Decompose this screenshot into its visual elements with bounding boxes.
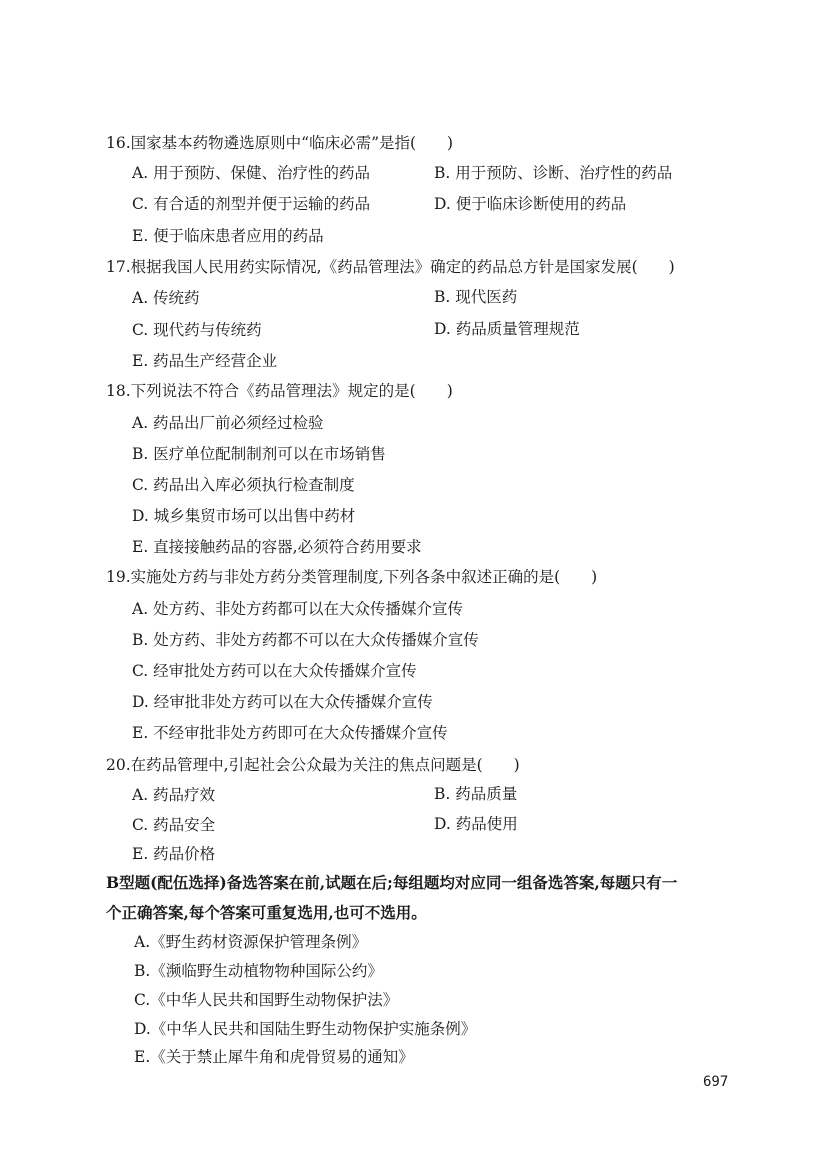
question-18-option-c: C. 药品出入库必须执行检查制度 <box>132 476 355 494</box>
question-16-option-c: C. 有合适的剂型并便于运输的药品 <box>132 195 371 213</box>
question-20-option-d: D. 药品使用 <box>434 815 518 833</box>
question-18-option-e: E. 直接接触药品的容器,必须符合药用要求 <box>132 538 422 556</box>
question-18-option-b: B. 医疗单位配制制剂可以在市场销售 <box>132 445 386 463</box>
question-16-option-b: B. 用于预防、诊断、治疗性的药品 <box>434 164 673 182</box>
section-b-answer-d: D.《中华人民共和国陆生野生动物保护实施条例》 <box>134 1020 477 1038</box>
section-b-answer-b: B.《濒临野生动植物物种国际公约》 <box>134 962 383 980</box>
question-16-option-e: E. 便于临床患者应用的药品 <box>132 227 324 245</box>
question-20-option-e: E. 药品价格 <box>132 845 216 863</box>
section-b-answer-a: A.《野生药材资源保护管理条例》 <box>134 933 368 951</box>
question-16-option-a: A. 用于预防、保健、治疗性的药品 <box>132 164 371 182</box>
question-19-option-e: E. 不经审批非处方药即可在大众传播媒介宣传 <box>132 724 448 742</box>
question-19-option-d: D. 经审批非处方药可以在大众传播媒介宣传 <box>132 693 433 711</box>
question-18-option-a: A. 药品出厂前必须经过检验 <box>132 414 324 432</box>
question-17-option-c: C. 现代药与传统药 <box>132 321 262 339</box>
question-17-option-e: E. 药品生产经营企业 <box>132 352 278 370</box>
question-17-option-a: A. 传统药 <box>132 289 200 307</box>
section-b-answer-c: C.《中华人民共和国野生动物保护法》 <box>134 991 399 1009</box>
section-b-heading-line1: B型题(配伍选择)备选答案在前,试题在后;每组题均对应同一组备选答案,每题只有一 <box>106 873 678 892</box>
question-20-option-b: B. 药品质量 <box>434 785 518 803</box>
page-number: 697 <box>703 1074 729 1090</box>
question-17-option-b: B. 现代医药 <box>434 288 518 306</box>
section-b-answer-e: E.《关于禁止犀牛角和虎骨贸易的通知》 <box>134 1048 414 1066</box>
question-19-option-b: B. 处方药、非处方药都不可以在大众传播媒介宣传 <box>132 631 479 649</box>
question-20-stem: 20.在药品管理中,引起社会公众最为关注的焦点问题是( ) <box>106 756 520 774</box>
question-20-option-c: C. 药品安全 <box>132 816 216 834</box>
question-19-stem: 19.实施处方药与非处方药分类管理制度,下列各条中叙述正确的是( ) <box>106 568 598 586</box>
question-18-option-d: D. 城乡集贸市场可以出售中药材 <box>132 507 356 525</box>
question-16-option-d: D. 便于临床诊断使用的药品 <box>434 195 627 213</box>
question-17-option-d: D. 药品质量管理规范 <box>434 320 580 338</box>
question-16-stem: 16.国家基本药物遴选原则中“临床必需”是指( ) <box>106 134 454 152</box>
question-19-option-a: A. 处方药、非处方药都可以在大众传播媒介宣传 <box>132 600 464 618</box>
question-19-option-c: C. 经审批处方药可以在大众传播媒介宣传 <box>132 662 417 680</box>
section-b-heading-line2: 个正确答案,每个答案可重复选用,也可不选用。 <box>106 903 427 922</box>
question-18-stem: 18.下列说法不符合《药品管理法》规定的是( ) <box>106 382 453 400</box>
question-17-stem: 17.根据我国人民用药实际情况,《药品管理法》确定的药品总方针是国家发展( ) <box>106 258 675 276</box>
question-20-option-a: A. 药品疗效 <box>132 786 216 804</box>
